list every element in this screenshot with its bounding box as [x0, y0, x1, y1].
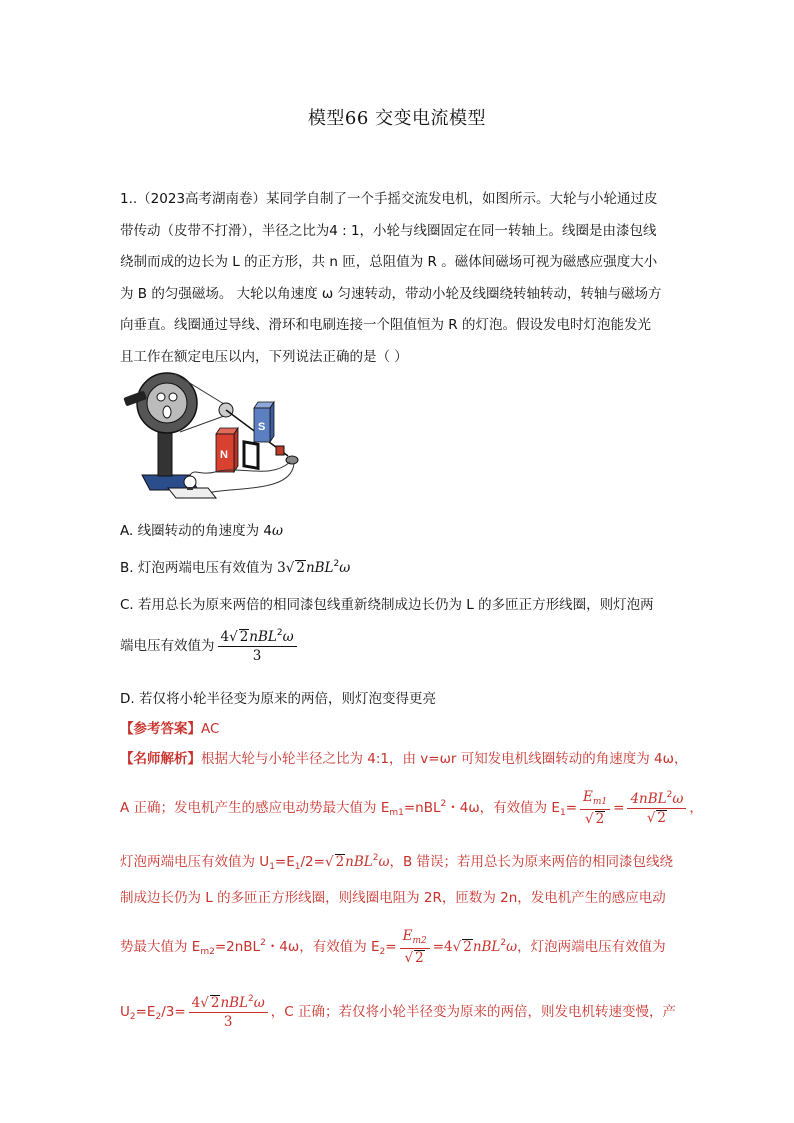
- answer-line: [120, 717, 219, 737]
- wire: [190, 462, 290, 475]
- frac-num: 4nBL: [630, 790, 667, 807]
- option-c-line2: [120, 628, 300, 664]
- analysis-label: 【名师解析】: [120, 751, 201, 767]
- frac-num-sup: 2: [666, 789, 673, 800]
- frac-num-exp: 2: [276, 628, 283, 638]
- slip-ring: [276, 446, 284, 455]
- analysis-line-6: [120, 994, 676, 1030]
- analysis-text: =E: [135, 1004, 156, 1021]
- option-d: D. 若仅将小轮半径变为原来的两倍，则灯泡变得更亮: [120, 691, 436, 707]
- analysis-text: =E: [274, 854, 295, 870]
- analysis-sub: m1: [389, 808, 404, 818]
- analysis-sub: 1: [559, 808, 566, 818]
- analysis-sub: 2: [379, 947, 386, 957]
- frac-den-radicand: 2: [595, 810, 605, 827]
- analysis-text: ・4ω，有效值为 E: [265, 939, 380, 955]
- option-b-coef: 3: [277, 560, 286, 576]
- frac-num-coef: 4: [220, 629, 230, 645]
- analysis-fraction: $\frac{4√ 2nBL^2\omega}{3}$: [189, 994, 268, 1030]
- analysis-text: 根据大轮与小轮半径之比为 4:1，由 v=ωr 可知发电机线圈转动的角速度为 4ω，: [201, 751, 688, 767]
- option-c-fraction: $\frac{4√ 2nBL^2\omega}{3}$: [218, 628, 297, 664]
- question-stem: [120, 184, 680, 373]
- option-b-term: nBL: [305, 560, 334, 576]
- option-b-omega: ω: [339, 560, 351, 576]
- option-a-omega: ω: [271, 523, 283, 539]
- question-line: 且工作在额定电压以内，下列说法正确的是（ ）: [120, 348, 408, 365]
- analysis-fraction: $\frac{E_{m2}}{√ 2}$: [400, 928, 430, 966]
- question-line: 1..（2023高考湖南卷）某同学自制了一个手摇交流发电机，如图所示。大轮与小轮通过皮: [120, 191, 658, 207]
- analysis-line-1: [120, 747, 687, 767]
- bulb-icon: [184, 476, 196, 488]
- frac-num-term: nBL: [249, 629, 277, 645]
- option-c-text: 端电压有效值为: [120, 638, 215, 655]
- page-title: 模型66 交变电流模型: [307, 108, 487, 129]
- answer-label: 【参考答案】: [120, 721, 201, 737]
- frac-num-sub: m1: [592, 797, 608, 807]
- frac-num-omega: ω: [253, 995, 265, 1011]
- magnet-n-label: N: [220, 449, 228, 461]
- frac-num: E: [583, 789, 593, 805]
- analysis-line-4: 制成边长仍为 L 的多匝正方形线圈，则线圈电阻为 2R，匝数为 2n，发电机产生的感应电动: [120, 890, 666, 906]
- option-b-exp: 2: [333, 559, 340, 569]
- option-b-text: B. 灯泡两端电压有效值为: [120, 560, 278, 576]
- frac-den: 3: [223, 1014, 233, 1031]
- frac-num-term: nBL: [220, 995, 249, 1011]
- analysis-sup: 2: [440, 799, 447, 809]
- option-a-text: A. 线圈转动的角速度为 4: [120, 523, 272, 539]
- analysis-text: A 正确；发电机产生的感应电动势最大值为 E: [120, 800, 390, 816]
- analysis-text: =2nBL: [214, 939, 261, 955]
- analysis-text: =nBL: [403, 800, 441, 816]
- frac-num-omega: ω: [282, 629, 294, 645]
- analysis-text: /3=: [161, 1004, 186, 1021]
- analysis-text: ・4ω，有效值为 E: [446, 800, 560, 816]
- option-b: B. 灯泡两端电压有效值为 3√ 2nBL$^2$ω: [120, 559, 351, 576]
- option-c-line1: C. 若用总长为原来两倍的相同漆包线重新绕制成边长仍为 L 的多匝正方形线圈，则灯泡两: [120, 597, 654, 613]
- analysis-radicand: 2: [463, 939, 472, 955]
- magnet-n: [216, 428, 238, 472]
- wheel-stand: [158, 432, 172, 476]
- analysis-line-3: 灯泡两端电压有效值为 $U_1=E_1/2=√$ 2nBL$^2$ω，B 错误；若用总长为原来两倍的相同漆包线绕: [120, 853, 674, 872]
- analysis-text: ，B 错误；若用总长为原来两倍的相同漆包线绕: [389, 854, 674, 870]
- analysis-term: nBL: [345, 854, 373, 870]
- analysis-sup: 2: [500, 938, 507, 948]
- frac-num-radicand: 2: [239, 629, 249, 645]
- analysis-sup: 2: [372, 853, 379, 863]
- frac-num-coef: 4: [191, 995, 201, 1011]
- analysis-text: U: [120, 1004, 130, 1021]
- analysis-text: ，C 正确；若仅将小轮半径变为原来的两倍，则发电机转速变慢，产: [270, 1004, 677, 1021]
- analysis-fraction: $\frac{4nBL^2\omega}{√ 2}$: [627, 790, 686, 826]
- option-b-radicand: 2: [296, 560, 305, 576]
- analysis-text: 灯泡两端电压有效值为 U: [120, 854, 270, 870]
- generator-figure: [120, 370, 305, 505]
- analysis-fraction: $\frac{E_{m1}}{√ 2}$: [580, 789, 610, 827]
- magnet-s: [254, 402, 274, 442]
- analysis-text: /2=: [300, 854, 325, 870]
- analysis-line-5: 势最大值为 $E_{m2}=2nBL^2$・4ω，有效值为 $E_2=$ $\frac{E_{m2}}{√ 2}$ =4√ 2nBL$^2$ω，灯泡两端电压有效值为: [120, 928, 666, 966]
- analysis-coef: 4: [444, 939, 453, 955]
- question-line: 为 B 的匀强磁场。 大轮以角速度 ω 匀速转动，带动小轮及线圈绕转轴转动，转轴与磁场方: [120, 285, 662, 302]
- analysis-sub: 1: [294, 862, 301, 872]
- question-line: 带传动（皮带不打滑），半径之比为4 : 1，小轮与线圈固定在同一转轴上。线圈是由漆包线: [120, 222, 657, 239]
- question-line: 向垂直。线圈通过导线、滑环和电刷连接一个阻值恒为 R 的灯泡。假设发电时灯泡能发光: [120, 317, 651, 333]
- analysis-line-2: A 正确；发电机产生的感应电动势最大值为 $E_{m1}=nBL^2$・4ω，有效值为 $E_1=$ $\frac{E_{m1}}{√ 2}$ = $\frac{4nBL^2\omega}{√ 2}$ ，: [120, 789, 703, 827]
- frac-den-radicand: 2: [657, 810, 667, 826]
- analysis-radicand: 2: [335, 854, 345, 870]
- analysis-sup: 2: [260, 938, 266, 948]
- coil: [244, 442, 258, 468]
- analysis-text: ，灯泡两端电压有效值为: [517, 939, 666, 955]
- analysis-omega: ω: [378, 854, 390, 870]
- frac-num-omega: ω: [672, 790, 684, 807]
- analysis-sub: 2: [155, 1012, 162, 1023]
- frac-num: E: [402, 928, 413, 944]
- analysis-sub: 2: [129, 1012, 136, 1023]
- frac-den: 3: [252, 648, 262, 665]
- frac-num-exp: 2: [248, 994, 254, 1004]
- analysis-sub: 1: [269, 862, 275, 872]
- option-a: [120, 519, 283, 539]
- frac-num-radicand: 2: [210, 995, 220, 1011]
- analysis-sub: m2: [200, 947, 215, 957]
- analysis-omega: ω: [506, 939, 518, 955]
- magnet-s-label: S: [258, 421, 266, 433]
- analysis-text: 势最大值为 E: [120, 939, 201, 955]
- frac-den-radicand: 2: [415, 949, 424, 966]
- question-line: 绕制而成的边长为 L 的正方形，共 n 匝，总阻值为 R 。磁体间磁场可视为磁感应强度大小: [120, 254, 658, 270]
- frac-num-sub: m2: [412, 936, 427, 946]
- answer-value: AC: [201, 721, 220, 737]
- analysis-term: nBL: [472, 939, 501, 955]
